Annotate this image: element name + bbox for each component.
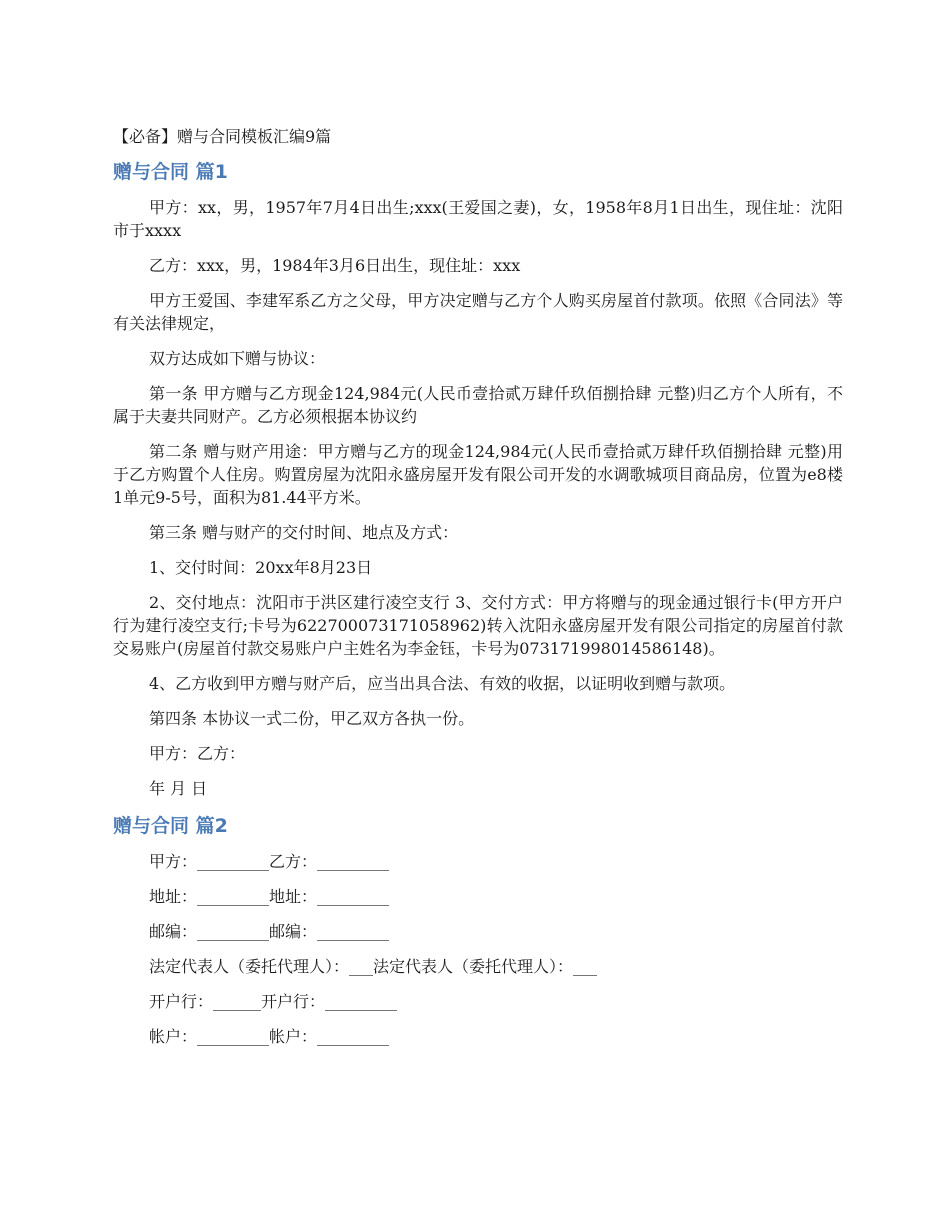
paragraph: 第四条 本协议一式二份，甲乙双方各执一份。 [149,709,475,728]
section-2 [113,812,843,1048]
paragraph: 甲方王爱国、李建军系乙方之父母，甲方决定赠与乙方个人购买房屋首付款项。依照《合同法》等有关法律规定， [113,291,843,333]
paragraph: 甲方：_________乙方：_________ [149,852,390,871]
paragraph: 2、交付地点：沈阳市于洪区建行凌空支行 3、交付方式：甲方将赠与的现金通过银行卡(甲方开户行为建行凌空支行;卡号为6227000731710589​62)转入沈阳永盛房屋开发有限公司指定的房屋首付款交易账户(房屋首付款交易账户户主姓名为李金钰，卡号为07317199801458​6148)。 [113,593,843,658]
document-content [113,124,843,1060]
paragraph: 帐户：_________帐户：_________ [149,1027,390,1046]
paragraph: 开户行：______开户行：_________ [149,992,398,1011]
section-1 [113,158,843,800]
paragraph: 双方达成如下赠与协议： [149,349,326,368]
paragraph: 第三条 赠与财产的交付时间、地点及方式： [149,523,459,542]
paragraph: 第一条 甲方赠与乙方现金124,984元(人民币壹拾贰万肆仟玖佰捌拾肆 元整)归乙方个人所有，不属于夫妻共同财产。乙方必须根据本协议约 [113,384,843,426]
section-heading: 赠与合同 篇2 [113,815,228,837]
paragraph: 甲方：xx，男，1957年7月4日出生;xxx(王爱国之妻)，女，1958年8月1日出生，现住址：沈阳市于xxxx [113,198,843,240]
paragraph: 1、交付时间：20xx年8月23日 [149,558,373,577]
section-heading: 赠与合同 篇1 [113,161,228,183]
document-title: 【必备】赠与合同模板汇编9篇 [113,127,332,146]
paragraph: 地址：_________地址：_________ [149,887,390,906]
paragraph: 4、乙方收到甲方赠与财产后，应当出具合法、有效的收据，以证明收到赠与款项。 [149,674,736,693]
paragraph: 年 月 日 [149,779,208,798]
paragraph: 第二条 赠与财产用途：甲方赠与乙方的现金124,984元(人民币壹拾贰万肆仟玖佰捌拾肆 元整)用于乙方购置个人住房。购置房屋为沈阳永盛房屋开发有限公司开发的水调歌城项目商品房，位置为e8楼1单元9-5号，面积为81.44平方米。 [113,442,843,507]
paragraph: 法定代表人（委托代理人）：___法定代表人（委托代理人）：___ [149,957,598,976]
paragraph: 邮编：_________邮编：_________ [149,922,390,941]
paragraph: 甲方：乙方： [149,744,246,763]
paragraph: 乙方：xxx，男，1984年3月6日出生，现住址：xxx [149,256,521,275]
